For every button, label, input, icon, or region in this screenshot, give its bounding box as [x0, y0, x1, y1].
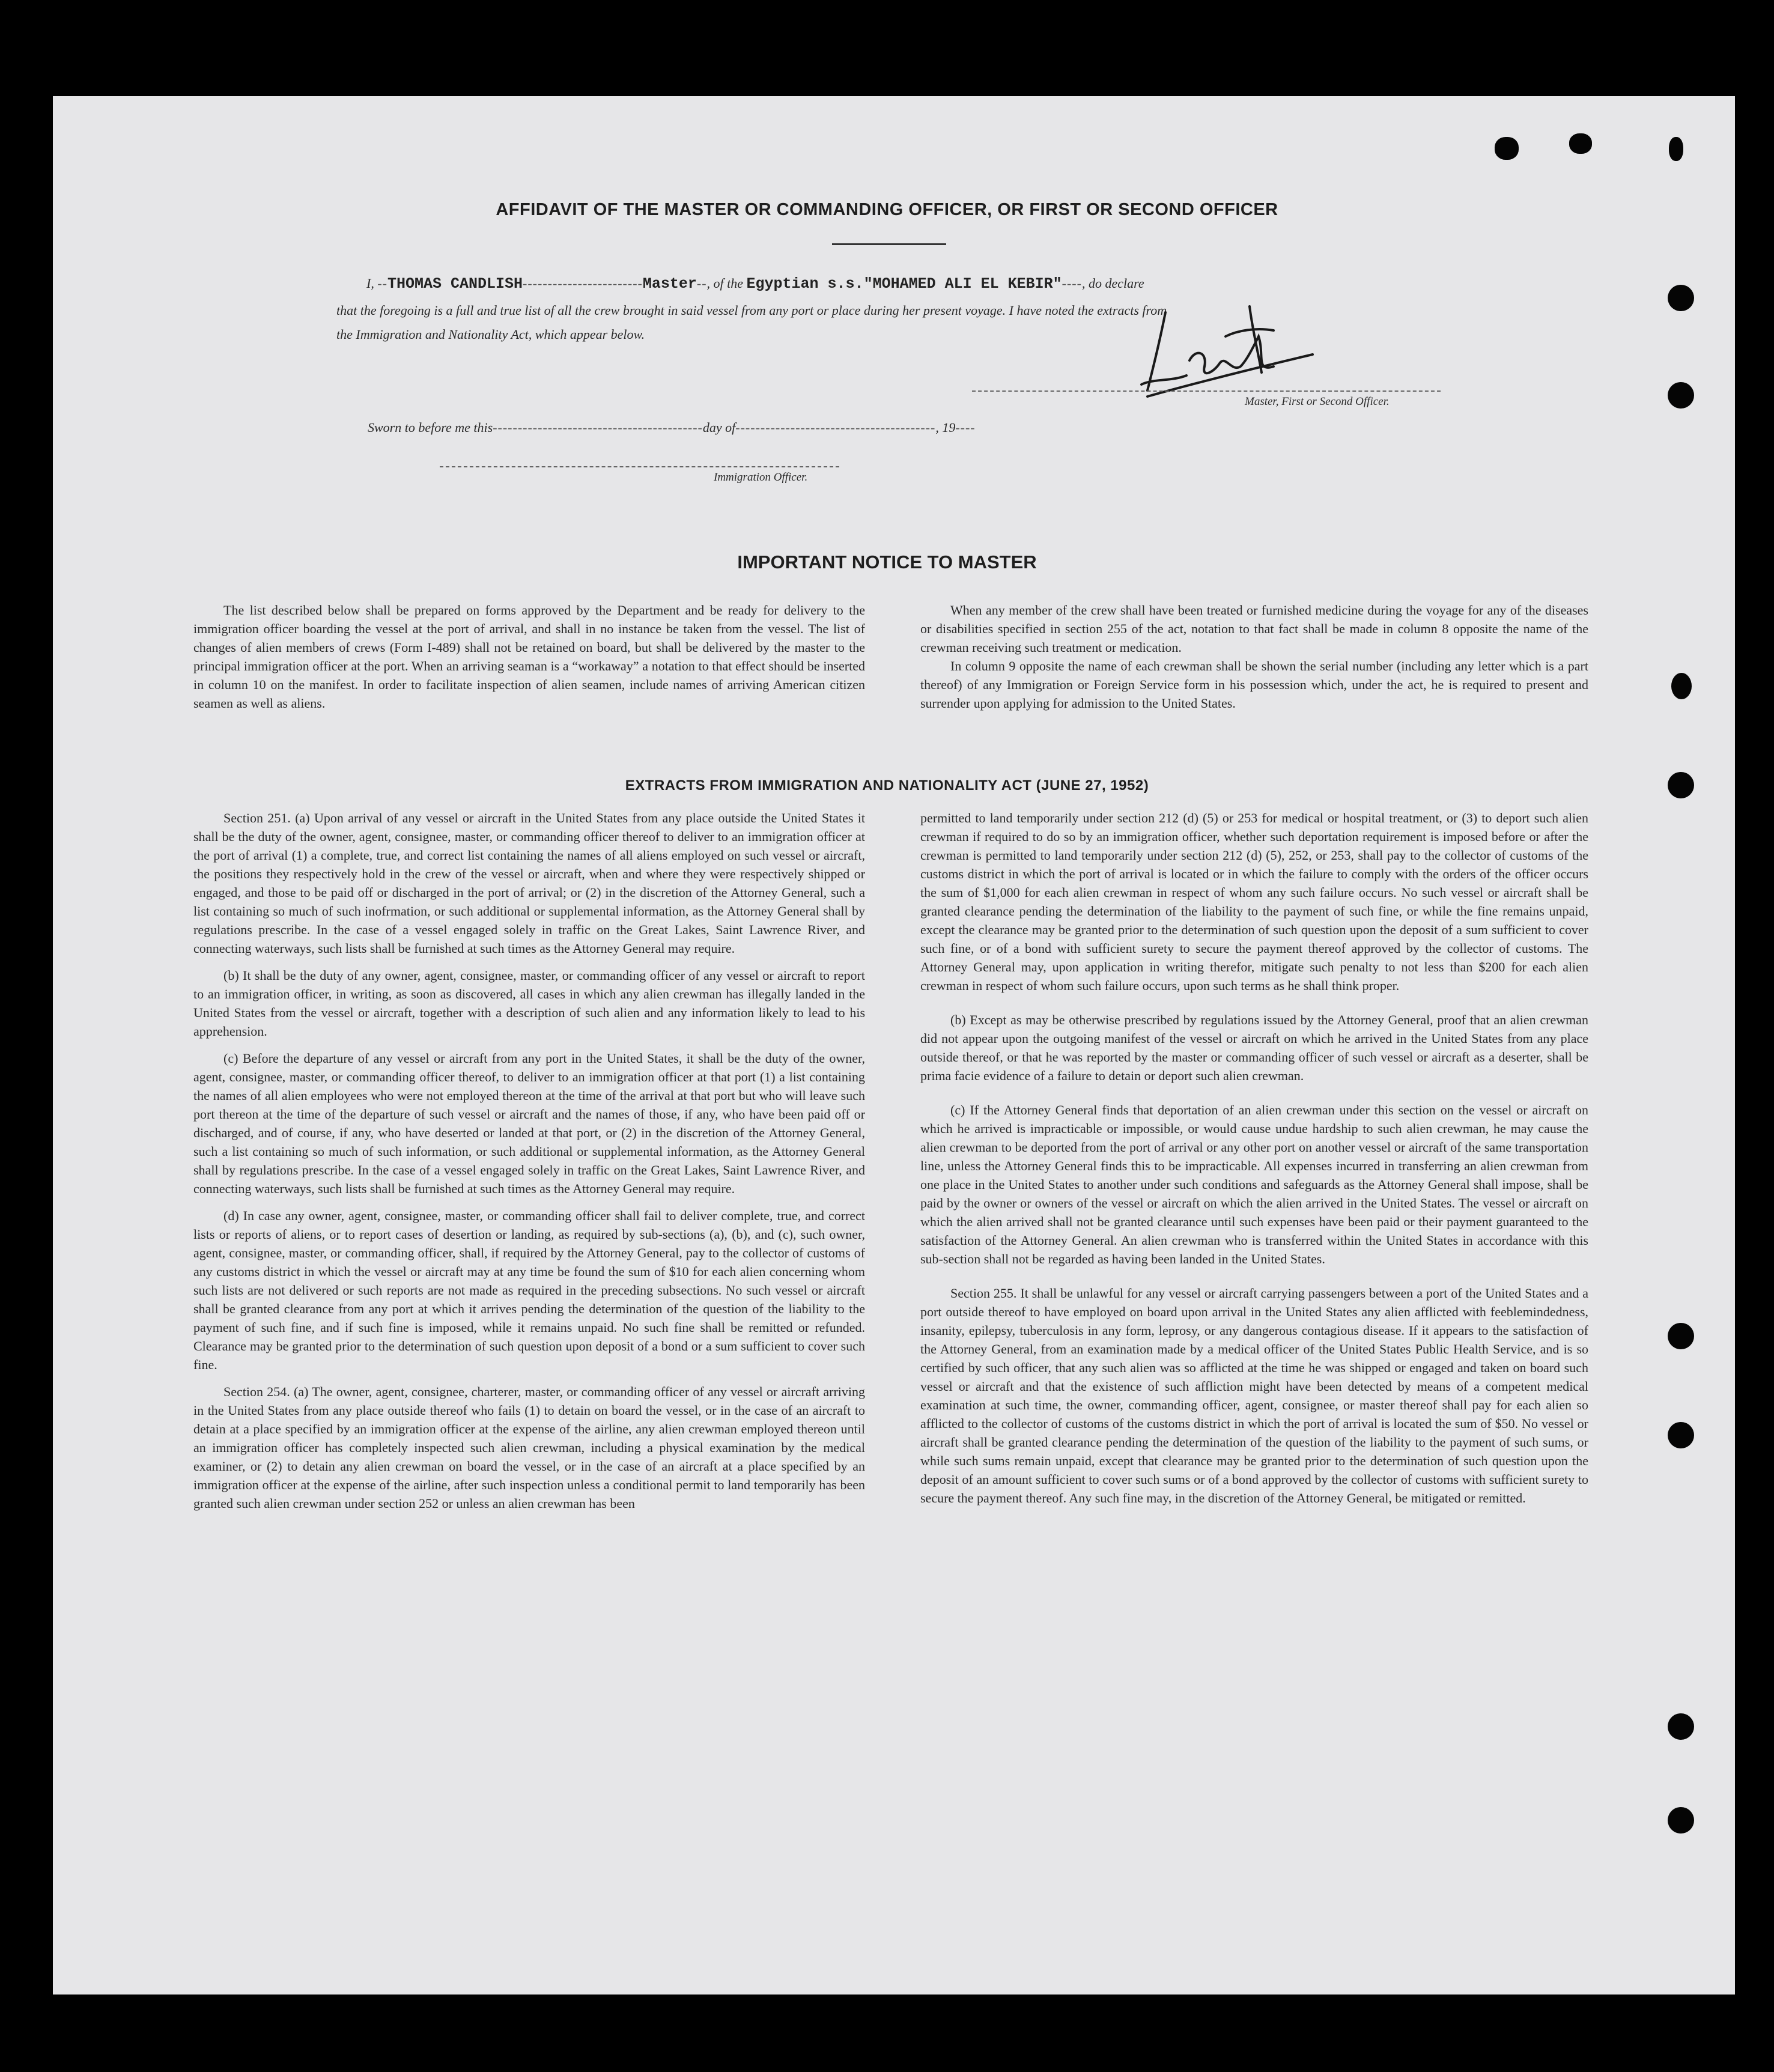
extracts-right-column — [920, 809, 1588, 1516]
punch-mark — [1669, 137, 1683, 161]
punch-mark — [1569, 133, 1592, 154]
sworn-line — [368, 416, 976, 440]
notice-heading: IMPORTANT NOTICE TO MASTER — [737, 551, 1037, 573]
punch-mark — [1495, 137, 1519, 160]
punch-hole — [1668, 382, 1694, 409]
signature-line — [972, 390, 1441, 392]
of-the-text: , of the — [706, 276, 744, 291]
notice-paragraph: When any member of the crew shall have been treated or furnished medicine during the voyage for any of the diseases or disabilities specified in section 255 of the act, notation to that fact shall be made in column 8 opposite the name of the crewman receiving such treatment or medication. — [920, 603, 1588, 655]
declaration-prefix: I, — [366, 276, 374, 291]
punch-hole — [1668, 1713, 1694, 1740]
master-rank: Master — [642, 275, 697, 293]
officer-signature-line — [440, 466, 839, 467]
extracts-left-column — [193, 809, 865, 1521]
declaration-line-3: the Immigration and Nationality Act, which appear below. — [336, 327, 645, 342]
fill-dashes: ---- — [955, 420, 976, 435]
punch-hole — [1668, 1807, 1694, 1834]
act-paragraph: Section 255. It shall be unlawful for any vessel or aircraft carrying passengers between a port of the United States and a port outside thereof to have employed on board upon arrival in the United States any alien afflicted with feeblemindedness, insanity, epilepsy, tuberculosis in any form, leprosy, or any dangerous contagious disease. If it appears to the satisfaction of the Attorney General, from an examination made by a medical officer of the United States Public Health Service, and is so certified by such officer, that any such alien was so afflicted at the time he was shipped or engaged and taken on board such vessel or aircraft and that the existence of such affliction might have been detected by means of a competent medical examination at such time, the owner, commanding officer, agent, consignee, or master thereof shall pay for each alien so afflicted to the collector of customs of the customs district in which the port of arrival is located the sum of $50. No vessel or aircraft shall be granted clearance pending the determination of the question of the liability to the payment of such sums, or while such sums remain unpaid, except that clearance may be granted prior to the determination of such question upon the deposit of an amount sufficient to cover such sums or of a bond approved by the collector of customs with sufficient surety to secure the payment thereof. Any such fine may, in the discretion of the Attorney General, be mitigated or remitted. — [920, 1286, 1588, 1505]
vessel-name: Egyptian s.s."MOHAMED ALI EL KEBIR" — [746, 275, 1062, 293]
fill-dashes: -- — [696, 276, 707, 291]
fill-dashes: -- — [377, 276, 387, 291]
act-paragraph: (d) In case any owner, agent, consignee, master, or commanding officer shall fail to deliver complete, true, and correct lists or reports of aliens, or to report cases of desertion or landing, as required by sub-sections (a), (b), and (c), such owner, agent, consignee, master, or commanding officer, shall, if required by the Attorney General, pay to the collector of customs of any customs district in which the vessel or aircraft may at any time be found the sum of $10 for each alien concerning whom such lists are not delivered or such reports are not made as required in the preceding subsections. No such vessel or aircraft shall be granted clearance from any port at which it arrives pending the determination of the question of the liability to the payment of such fine, and if such fine is imposed, while it remains unpaid. No such fine shall be remitted or refunded. Clearance may be granted prior to the determination of such question upon deposit of a bond or a sum sufficient to cover such fine. — [193, 1208, 865, 1372]
act-paragraph: (b) Except as may be otherwise prescribed by regulations issued by the Attorney General, proof that an alien crewman did not appear upon the outgoing manifest of the vessel or aircraft on which he arrived in the United States from any place outside thereof, or that he was reported by the master or commanding officer of such vessel or aircraft as a deserter, shall be prima facie evidence of a failure to detain or deport such alien crewman. — [920, 1012, 1588, 1083]
punch-hole — [1671, 673, 1692, 699]
affidavit-title: AFFIDAVIT OF THE MASTER OR COMMANDING OFFICER, OR FIRST OR SECOND OFFICER — [496, 200, 1278, 219]
act-paragraph: Section 254. (a) The owner, agent, consignee, charterer, master, or commanding officer of any vessel or aircraft arriving in the United States from any place outside thereof who fails (1) to detain on board the vessel, or in the case of an aircraft to detain at a place specified by an immigration officer at the expense of the airline, any alien crewman employed thereon until an immigration officer has completely inspected such alien crewman, including a physical examination by the medical examiner, or (2) to detain any alien crewman on board the vessel, or in the case of an aircraft at a place specified by an immigration officer at the expense of the airline, after such inspection unless a conditional permit to land temporarily has been granted such alien crewman under section 252 or unless an alien crewman has been — [193, 1384, 865, 1511]
declaration-line-2: that the foregoing is a full and true list of all the crew brought in said vessel from any port or place during her present voyage. I have noted the extracts from — [336, 303, 1167, 318]
notice-paragraph: In column 9 opposite the name of each crewman shall be shown the serial number (including any letter which is a part thereof) of any Immigration or Foreign Service form in his possession which, under the act, he is required to present and surrender upon applying for admission to the United States. — [920, 658, 1588, 711]
act-paragraph: (b) It shall be the duty of any owner, agent, consignee, master, or commanding officer of any vessel or aircraft to report to an immigration officer, in writing, as soon as discovered, all cases in which any alien crewman has illegally landed in the United States from the vessel or aircraft, together with a description of such alien and any information likely to lead to his apprehension. — [193, 968, 865, 1039]
punch-hole — [1668, 1422, 1694, 1448]
fill-dashes: ---------------------------------------- — [735, 420, 936, 435]
fill-dashes: ------------------------------------------ — [493, 420, 703, 435]
declare-text: , do declare — [1081, 276, 1144, 291]
sworn-prefix: Sworn to before me this — [368, 420, 493, 435]
title-underline — [832, 243, 946, 245]
master-name: THOMAS CANDLISH — [387, 275, 523, 293]
day-of-text: day of — [702, 420, 736, 435]
fill-dashes: ------------------------ — [523, 276, 643, 291]
notice-right-column — [920, 601, 1588, 721]
extracts-heading: EXTRACTS FROM IMMIGRATION AND NATIONALITY ACT (JUNE 27, 1952) — [625, 777, 1149, 794]
notice-left-column — [193, 601, 865, 721]
signature-caption: Master, First or Second Officer. — [1245, 395, 1390, 408]
punch-hole — [1668, 1323, 1694, 1349]
year-text: , 19 — [935, 420, 956, 435]
officer-caption: Immigration Officer. — [714, 471, 808, 484]
act-paragraph: (c) Before the departure of any vessel or aircraft from any port in the United States, it shall be the duty of the owner, agent, consignee, master, or commanding officer thereof, to deliver to an immigration officer at that port (1) a list containing the names of all alien employees who were not employed thereon at the time of the arrival at that port but who will leave such port thereon at the time of the departure of such vessel or aircraft and the names of those, if any, who have been paid off or discharged, and of course, if any, who have deserted or landed at that port, or (2) in the discretion of the Attorney General, such a list containing so much of such information, or such additional or supplemental information, as the Attorney General shall by regulations prescribe. In the case of a vessel engaged solely in traffic on the Great Lakes, Saint Lawrence River, and connecting waterways, such lists shall be furnished at such times as the Attorney General may require. — [193, 1051, 865, 1196]
act-paragraph: permitted to land temporarily under section 212 (d) (5) or 253 for medical or hospital treatment, or (3) to deport such alien crewman if required to do so by an immigration officer, whether such deportation requirement is imposed before or after the crewman is permitted to land temporarily under section 212 (d) (5), 252, or 253, shall pay to the collector of customs of the customs district in which the port of arrival is located or in which the failure to comply with the orders of the officer occurs the sum of $1,000 for each alien crewman in respect of whom any such failure occurs. No such vessel or aircraft shall be granted clearance pending the determination of the liability to the payment of such fine, or while the fine remains unpaid, except the clearance may be granted prior to the determination of such question upon the deposit of a sum sufficient to cover such fine, or of a bond with sufficient surety to secure the payment thereof approved by the collector of customs. The Attorney General may, upon application in writing therefor, mitigate such penalty to not less than $200 for each alien crewman in respect of whom such failure occurs, upon such terms as he shall think proper. — [920, 810, 1588, 993]
act-paragraph: (c) If the Attorney General finds that deportation of an alien crewman under this section on the vessel or aircraft on which he arrived is impracticable or impossible, or would cause undue hardship to such alien crewman, he may cause the alien crewman to be deported from the port of arrival or any other port on another vessel or aircraft of the same transportation line, unless the Attorney General finds this to be impracticable. All expenses incurred in transferring an alien crewman from one place in the United States to another under such conditions and safeguards as the Attorney General shall impose, shall be paid by the owner or owners of the vessel or aircraft on which the alien arrived in the United States. The vessel or aircraft on which the alien arrived shall not be granted clearance until such expenses have been paid or their payment guaranteed to the satisfaction of the Attorney General. An alien crewman who is transferred within the United States in accordance with this sub-section shall not be regarded as having been landed in the United States. — [920, 1102, 1588, 1266]
act-paragraph: Section 251. (a) Upon arrival of any vessel or aircraft in the United States from any place outside the United States it shall be the duty of the owner, agent, consignee, master, or commanding officer thereof to deliver to an immigration officer at the port of arrival (1) a complete, true, and correct list containing the names of all aliens employed on such vessel or aircraft, the positions they respectively hold in the crew of the vessel or aircraft, when and where they were respectively shipped or engaged, and those to be paid off or discharged in the port of arrival; or (2) in the discretion of the Attorney General, such a list containing so much of such inofrmation, or such additional or supplemental information, as the Attorney General shall by regulations prescribe. In the case of a vessel engaged solely in traffic on the Great Lakes, Saint Lawrence River, and connecting waterways, such lists shall be furnished at such times as the Attorney General may require. — [193, 810, 865, 956]
affidavit-declaration-line — [366, 275, 1144, 293]
fill-dashes: ---- — [1062, 276, 1082, 291]
punch-hole — [1668, 285, 1694, 311]
notice-paragraph: The list described below shall be prepared on forms approved by the Department and be ready for delivery to the immigration officer boarding the vessel at the port of arrival, and shall in no instance be taken from the vessel. The list of changes of alien members of crews (Form I-489) shall not be retained on board, but shall be delivered by the master to the principal immigration officer at the port. When an arriving seaman is a “workaway” a notation to that effect should be inserted in column 10 on the manifest. In order to facilitate inspection of alien seamen, include names of arriving American citizen seamen as well as aliens. — [193, 603, 865, 711]
